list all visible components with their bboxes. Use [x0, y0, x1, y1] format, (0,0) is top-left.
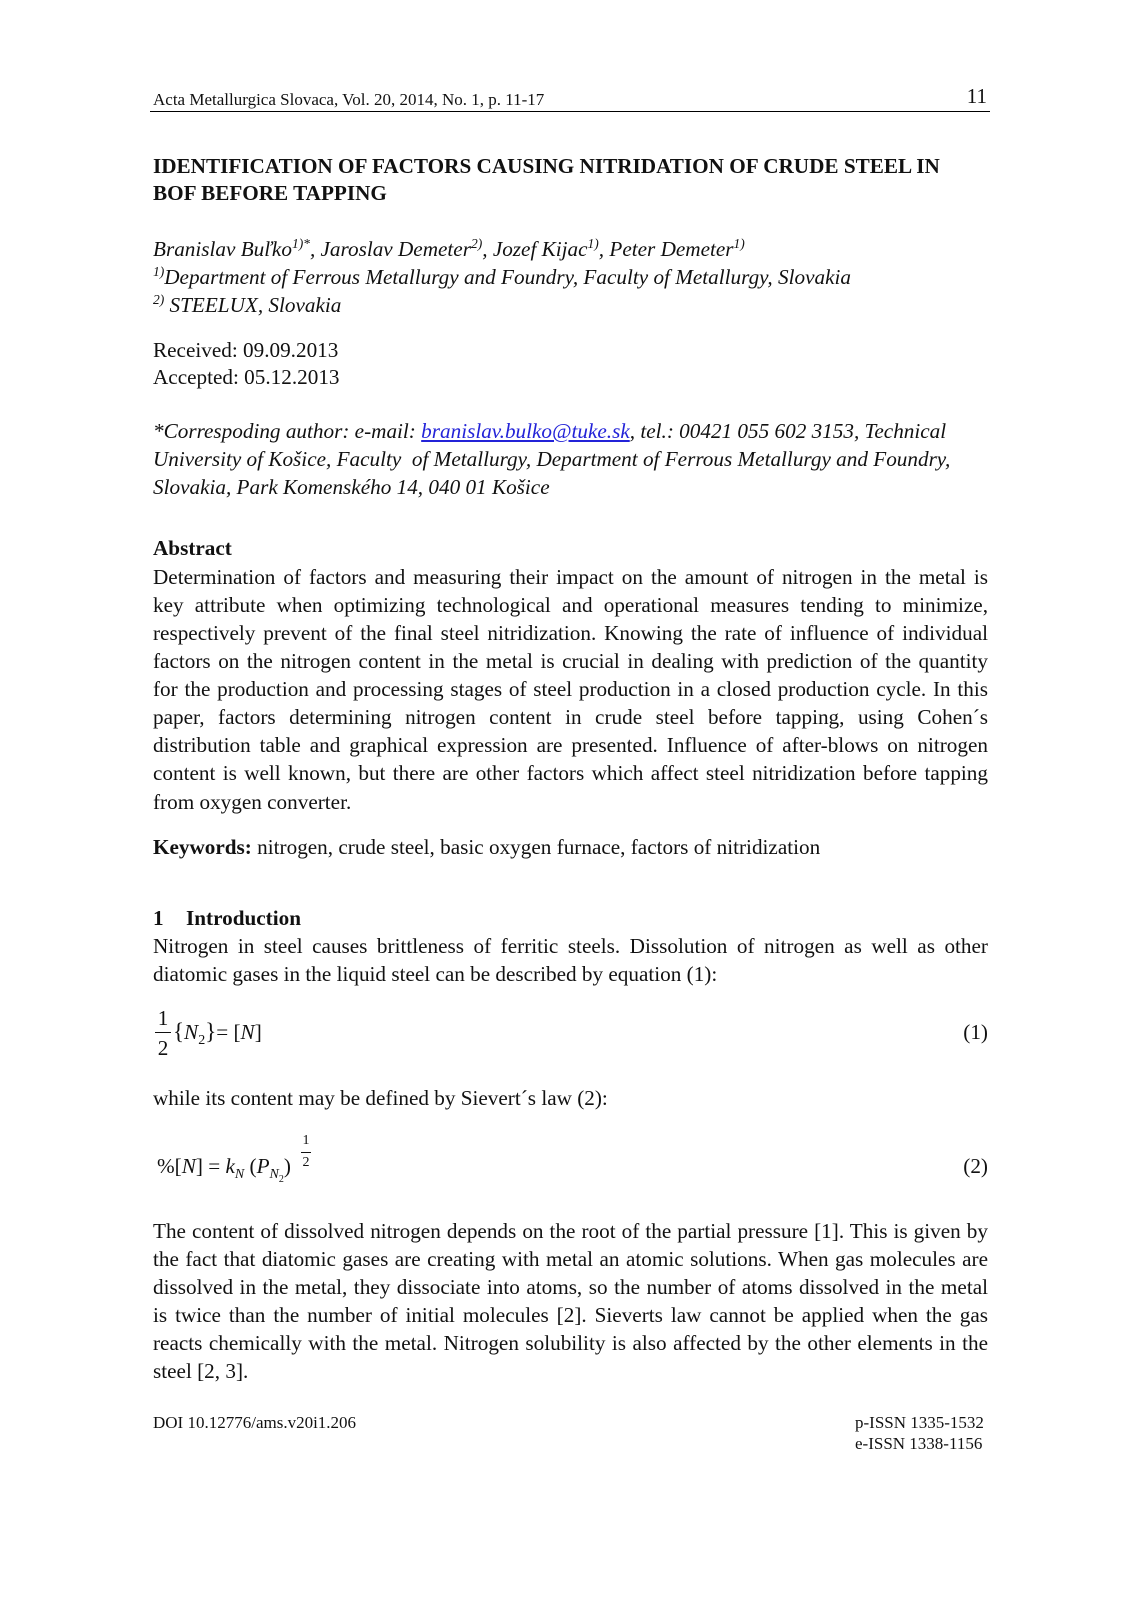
eq2-exponent-numerator: 1 — [302, 1133, 310, 1148]
affiliation-1 — [153, 265, 851, 289]
author-separator: , — [309, 237, 321, 261]
author-affiliation-mark: 1) — [587, 236, 599, 251]
paper-title-line: IDENTIFICATION OF FACTORS CAUSING NITRIDATION OF CRUDE STEEL IN — [153, 154, 940, 178]
page-number: 11 — [966, 84, 987, 108]
eq1-rhs-variable: N — [240, 1020, 255, 1044]
eq2-k: k — [225, 1154, 235, 1178]
keywords-label: Keywords: — [153, 835, 252, 859]
author-name: Jaroslav Demeter — [320, 237, 471, 261]
affiliation-text: Department of Ferrous Metallurgy and Foundry, Faculty of Metallurgy, Slovakia — [164, 265, 851, 289]
eq2-close-paren: ) — [283, 1154, 291, 1178]
abstract-heading: Abstract — [153, 536, 232, 560]
abstract-line: respectively prevent of the final steel nitridization. Knowing the rate of influence of individual — [153, 621, 988, 645]
accepted-date: Accepted: 05.12.2013 — [153, 365, 340, 389]
abstract-line: content is well known, but there are other factors which affect steel nitridization before tapping — [153, 761, 988, 785]
correspondence-contact: , tel.: 00421 055 602 3153, Technical — [629, 419, 947, 443]
author-name: Branislav Buľko — [153, 237, 292, 261]
affiliation-text: STEELUX, Slovakia — [164, 293, 342, 317]
eq2-p-subsubscript: 2 — [278, 1174, 284, 1185]
author-affiliation-mark: 1) — [733, 236, 745, 251]
abstract-line: factors on the nitrogen content in the metal is crucial in dealing with prediction of the quantity — [153, 649, 988, 673]
correspondence-prefix: *Correspoding author: e-mail: — [153, 419, 422, 443]
abstract-line: Determination of factors and measuring their impact on the amount of nitrogen in the metal is — [153, 565, 988, 589]
body-line: dissolved in the metal, they dissociate into atoms, so the number of atoms dissolved in the metal — [153, 1275, 988, 1299]
eq2-exponent-denominator: 2 — [302, 1155, 310, 1170]
eq2-expression — [157, 1154, 291, 1183]
correspondence-line — [153, 419, 946, 443]
author-name: Jozef Kijac — [492, 237, 588, 261]
keywords-text: nitrogen, crude steel, basic oxygen furnace, factors of nitridization — [251, 835, 821, 859]
email-link[interactable]: branislav.bulko@tuke.sk — [421, 419, 630, 443]
abstract-line: key attribute when optimizing technological and operational measures tending to minimize, — [153, 593, 988, 617]
footer-p-issn: p-ISSN 1335-1532 — [855, 1413, 984, 1432]
eq2-p-subscript: N — [269, 1167, 279, 1182]
journal-citation: Acta Metallurgica Slovaca, Vol. 20, 2014, No. 1, p. 11-17 — [153, 90, 545, 109]
author-list — [153, 237, 745, 261]
body-line: the fact that diatomic gases are creating with metal an atomic solutions. When gas molecules are — [153, 1247, 988, 1271]
correspondence-line: Slovakia, Park Komenského 14, 040 01 Košice — [153, 475, 550, 499]
eq2-k-subscript: N — [234, 1167, 245, 1182]
eq1-rhs-close: ] — [254, 1020, 262, 1044]
body-line: diatomic gases in the liquid steel can be described by equation (1): — [153, 962, 718, 986]
header-rule — [150, 111, 990, 112]
eq1-variable: N — [184, 1020, 199, 1044]
eq2-exponent-bar — [301, 1152, 311, 1153]
affiliation-mark: 2) — [153, 292, 165, 307]
eq2-variable: N — [181, 1154, 196, 1178]
eq2-label: (2) — [963, 1154, 988, 1178]
footer-doi: DOI 10.12776/ams.v20i1.206 — [153, 1413, 357, 1432]
eq1-fraction-bar — [155, 1032, 171, 1033]
eq1-close-brace: } — [205, 1019, 217, 1044]
eq1-subscript: 2 — [198, 1033, 206, 1048]
body-line: Nitrogen in steel causes brittleness of ferritic steels. Dissolution of nitrogen as well as other — [153, 934, 988, 958]
eq1-denominator: 2 — [157, 1036, 169, 1060]
eq2-percent: %[ — [157, 1154, 182, 1178]
author-separator: , — [482, 237, 493, 261]
body-line: steel [2, 3]. — [153, 1359, 249, 1383]
abstract-line: distribution table and graphical expression are presented. Influence of after-blows on nitrogen — [153, 733, 988, 757]
eq1-numerator: 1 — [157, 1006, 169, 1030]
footer-e-issn: e-ISSN 1338-1156 — [855, 1434, 983, 1453]
abstract-line: paper, factors determining nitrogen content in crude steel before tapping, using Cohen´s — [153, 705, 988, 729]
section-number: 1 — [153, 906, 164, 930]
body-line: reacts chemically with the metal. Nitrogen solubility is also affected by the other elements in the — [153, 1331, 988, 1355]
author-name: Peter Demeter — [609, 237, 734, 261]
section-heading: Introduction — [186, 906, 301, 930]
received-date: Received: 09.09.2013 — [153, 338, 339, 362]
body-line: The content of dissolved nitrogen depends on the root of the partial pressure [1]. This is given by — [153, 1219, 988, 1243]
affiliation-2 — [153, 293, 341, 317]
abstract-line: from oxygen converter. — [153, 790, 352, 814]
eq1-expression — [173, 1020, 262, 1048]
eq1-equals: = [ — [216, 1020, 241, 1044]
author-separator: , — [598, 237, 610, 261]
author-affiliation-mark: 1)* — [291, 236, 310, 251]
author-affiliation-mark: 2) — [470, 236, 483, 251]
eq2-open-paren: ( — [244, 1154, 257, 1178]
abstract-line: for the production and processing stages of steel production in a closed production cycle. In this — [153, 677, 988, 701]
eq2-pressure: P — [256, 1154, 270, 1178]
eq1-label: (1) — [963, 1020, 988, 1044]
paper-title-line: BOF BEFORE TAPPING — [153, 181, 387, 205]
eq2-equals: ] = — [195, 1154, 226, 1178]
correspondence-line: University of Košice, Faculty of Metallurgy, Department of Ferrous Metallurgy and Foundry, — [153, 447, 951, 471]
body-line: while its content may be defined by Sievert´s law (2): — [153, 1086, 608, 1110]
body-line: is twice than the number of initial molecules [2]. Sieverts law cannot be applied when the gas — [153, 1303, 988, 1327]
affiliation-mark: 1) — [153, 264, 165, 279]
keywords — [153, 835, 820, 859]
eq1-open-brace: { — [173, 1019, 185, 1044]
